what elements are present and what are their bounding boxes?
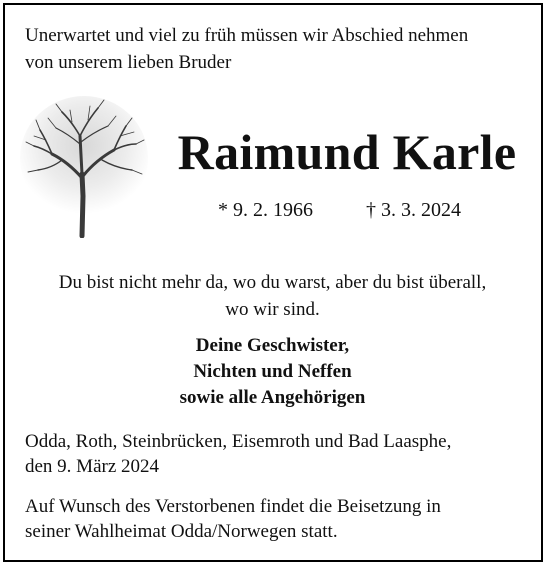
place-line-2: den 9. März 2024 <box>25 456 160 477</box>
burial-line-1: Auf Wunsch des Verstorbenen findet die Beisetzung in <box>25 496 441 517</box>
quote-line-2: wo wir sind. <box>225 299 320 320</box>
mourners-line-3: sowie alle Angehörigen <box>179 387 366 408</box>
mourners-line-2: Nichten und Neffen <box>193 361 352 382</box>
mourners-block <box>20 333 525 411</box>
intro-line-2: von unserem lieben Bruder <box>25 52 232 73</box>
mourners-line-1: Deine Geschwister, <box>195 335 350 356</box>
intro-line-1: Unerwartet und viel zu früh müssen wir Abschied nehmen <box>25 25 469 46</box>
birth-date: * 9. 2. 1966 <box>218 199 313 221</box>
burial-line-2: seiner Wahlheimat Odda/Norwegen statt. <box>25 521 338 542</box>
death-date: † 3. 3. 2024 <box>366 199 461 221</box>
burial-note <box>25 494 535 544</box>
deceased-name: Raimund Karle <box>177 124 517 180</box>
bare-tree-icon <box>18 96 150 238</box>
quote-line-1: Du bist nicht mehr da, wo du warst, aber du bist überall, <box>58 272 487 293</box>
memorial-quote <box>20 269 525 323</box>
intro-text <box>25 22 530 76</box>
place-line-1: Odda, Roth, Steinbrücken, Eisemroth und Bad Laasphe, <box>25 431 452 452</box>
place-and-date <box>25 429 535 479</box>
